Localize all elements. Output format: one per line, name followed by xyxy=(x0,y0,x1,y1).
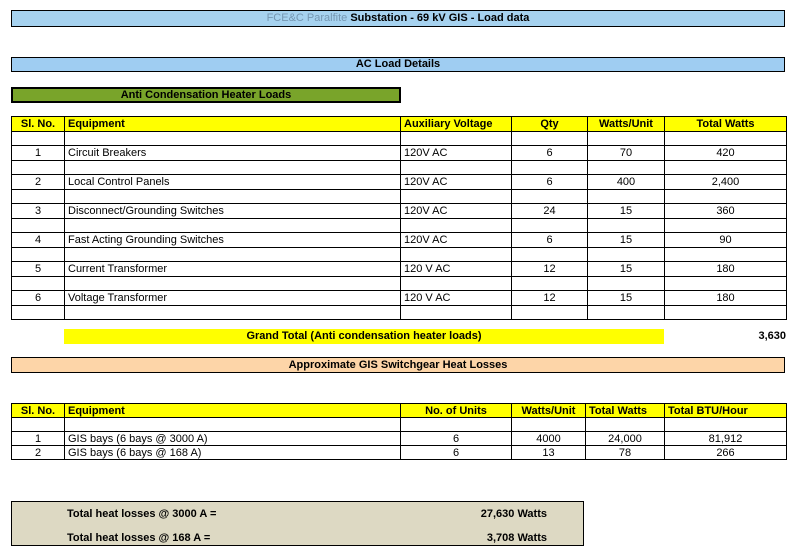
cell-equipment: Fast Acting Grounding Switches xyxy=(65,233,401,248)
header-qty: Qty xyxy=(512,117,588,132)
spacer-row xyxy=(12,219,787,233)
grand-total-label: Grand Total (Anti condensation heater loads) xyxy=(64,329,664,344)
summary-row-3000a xyxy=(67,507,547,521)
cell-total-watts: 180 xyxy=(665,262,787,277)
cell-total-watts: 180 xyxy=(665,291,787,306)
cell-aux-voltage: 120 V AC xyxy=(401,291,512,306)
header-equipment: Equipment xyxy=(65,404,401,418)
table-row xyxy=(12,146,787,161)
cell-watts-unit: 70 xyxy=(588,146,665,161)
cell-equipment: Local Control Panels xyxy=(65,175,401,190)
cell-watts-unit: 400 xyxy=(588,175,665,190)
cell-aux-voltage: 120 V AC xyxy=(401,262,512,277)
cell-sl-no: 1 xyxy=(12,146,65,161)
heat-losses-table xyxy=(11,403,787,460)
table-row xyxy=(12,432,787,446)
header-watts-unit: Watts/Unit xyxy=(512,404,586,418)
cell-no-of-units: 6 xyxy=(401,446,512,460)
cell-qty: 24 xyxy=(512,204,588,219)
header-watts-unit: Watts/Unit xyxy=(588,117,665,132)
page-title xyxy=(11,10,785,27)
header-equipment: Equipment xyxy=(65,117,401,132)
cell-equipment: GIS bays (6 bays @ 168 A) xyxy=(65,446,401,460)
cell-watts-unit: 15 xyxy=(588,204,665,219)
table-row xyxy=(12,262,787,277)
header-sl-no: Sl. No. xyxy=(12,117,65,132)
cell-sl-no: 6 xyxy=(12,291,65,306)
title-prefix: FCE&C Paralfite xyxy=(266,12,348,24)
heat-losses-summary-box xyxy=(11,501,584,546)
anti-condensation-table xyxy=(11,116,787,320)
cell-equipment: Voltage Transformer xyxy=(65,291,401,306)
spacer-row xyxy=(12,248,787,262)
cell-equipment: Circuit Breakers xyxy=(65,146,401,161)
grand-total-value: 3,630 xyxy=(758,330,786,342)
cell-equipment: GIS bays (6 bays @ 3000 A) xyxy=(65,432,401,446)
header-aux-voltage: Auxiliary Voltage xyxy=(401,117,512,132)
summary-row-168a xyxy=(67,531,547,545)
cell-equipment: Current Transformer xyxy=(65,262,401,277)
cell-sl-no: 3 xyxy=(12,204,65,219)
table-row xyxy=(12,446,787,460)
header-total-btu: Total BTU/Hour xyxy=(665,404,787,418)
cell-qty: 12 xyxy=(512,291,588,306)
cell-total-watts: 90 xyxy=(665,233,787,248)
spacer-row xyxy=(12,418,787,432)
summary-label: Total heat losses @ 3000 A = xyxy=(67,508,217,520)
cell-total-btu: 81,912 xyxy=(665,432,787,446)
cell-watts-unit: 15 xyxy=(588,233,665,248)
table-header-row xyxy=(12,117,787,132)
cell-total-watts: 360 xyxy=(665,204,787,219)
cell-aux-voltage: 120V AC xyxy=(401,146,512,161)
cell-aux-voltage: 120V AC xyxy=(401,175,512,190)
cell-total-btu: 266 xyxy=(665,446,787,460)
cell-total-watts: 420 xyxy=(665,146,787,161)
cell-equipment: Disconnect/Grounding Switches xyxy=(65,204,401,219)
table-row xyxy=(12,233,787,248)
cell-sl-no: 2 xyxy=(12,175,65,190)
cell-aux-voltage: 120V AC xyxy=(401,204,512,219)
ac-load-details-header: AC Load Details xyxy=(11,57,785,72)
spacer-row xyxy=(12,277,787,291)
cell-watts-unit: 4000 xyxy=(512,432,586,446)
cell-qty: 12 xyxy=(512,262,588,277)
cell-watts-unit: 13 xyxy=(512,446,586,460)
header-total-watts: Total Watts xyxy=(586,404,665,418)
cell-aux-voltage: 120V AC xyxy=(401,233,512,248)
spacer-row xyxy=(12,132,787,146)
cell-no-of-units: 6 xyxy=(401,432,512,446)
cell-qty: 6 xyxy=(512,175,588,190)
anti-condensation-header: Anti Condensation Heater Loads xyxy=(11,87,401,103)
header-no-of-units: No. of Units xyxy=(401,404,512,418)
summary-label: Total heat losses @ 168 A = xyxy=(67,532,211,544)
cell-total-watts: 2,400 xyxy=(665,175,787,190)
cell-sl-no: 2 xyxy=(12,446,65,460)
spacer-row xyxy=(12,306,787,320)
table-row xyxy=(12,175,787,190)
table-header-row xyxy=(12,404,787,418)
summary-value: 3,708 Watts xyxy=(486,532,547,544)
header-total-watts: Total Watts xyxy=(665,117,787,132)
cell-sl-no: 1 xyxy=(12,432,65,446)
cell-qty: 6 xyxy=(512,146,588,161)
table-row xyxy=(12,204,787,219)
cell-watts-unit: 15 xyxy=(588,262,665,277)
header-sl-no: Sl. No. xyxy=(12,404,65,418)
heat-losses-header: Approximate GIS Switchgear Heat Losses xyxy=(11,357,785,373)
title-main: Substation - 69 kV GIS - Load data xyxy=(350,12,530,24)
spacer-row xyxy=(12,161,787,175)
spacer-row xyxy=(12,190,787,204)
cell-total-watts: 24,000 xyxy=(586,432,665,446)
cell-watts-unit: 15 xyxy=(588,291,665,306)
table-row xyxy=(12,291,787,306)
cell-sl-no: 5 xyxy=(12,262,65,277)
cell-sl-no: 4 xyxy=(12,233,65,248)
cell-total-watts: 78 xyxy=(586,446,665,460)
cell-qty: 6 xyxy=(512,233,588,248)
summary-value: 27,630 Watts xyxy=(480,508,547,520)
